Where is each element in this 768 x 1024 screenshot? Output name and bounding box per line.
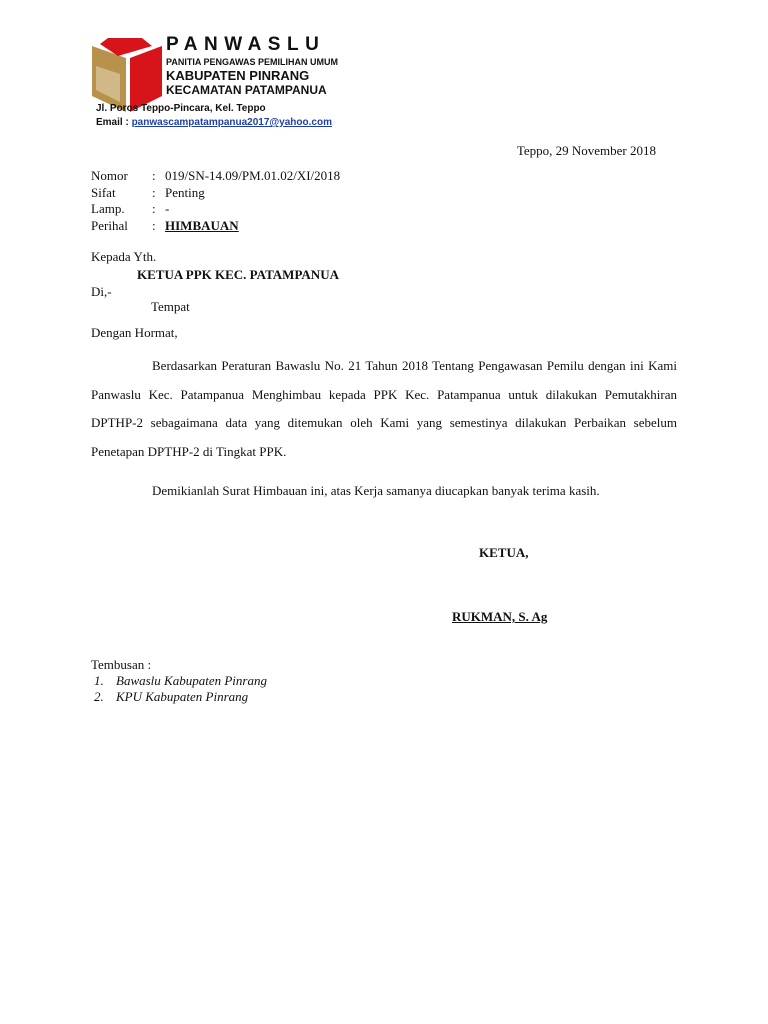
body-paragraph-2 xyxy=(91,477,677,506)
meta-row-perihal xyxy=(91,218,239,234)
meta-row-nomor xyxy=(91,168,340,184)
signature-name: RUKMAN, S. Ag xyxy=(452,609,548,624)
org-address: Jl. Poros Teppo-Pincara, Kel. Teppo xyxy=(96,103,266,114)
meta-row-sifat xyxy=(91,185,205,201)
cc-item xyxy=(94,689,248,705)
recipient-place: Tempat xyxy=(151,299,190,314)
email-label: Email : xyxy=(96,117,129,128)
meta-key: Nomor xyxy=(91,168,128,183)
greeting: Dengan Hormat, xyxy=(91,325,178,340)
letter-date: Teppo, 29 November 2018 xyxy=(516,143,656,158)
org-email-line xyxy=(96,117,332,128)
recipient-at: Di,- xyxy=(91,284,112,299)
meta-row-lamp xyxy=(91,201,169,217)
meta-value-subject: HIMBAUAN xyxy=(165,218,239,233)
cc-text: Bawaslu Kabupaten Pinrang xyxy=(116,673,267,688)
body-paragraph-1 xyxy=(91,352,677,466)
org-subtitle: PANITIA PENGAWAS PEMILIHAN UMUM xyxy=(166,57,339,67)
cc-item xyxy=(94,673,267,689)
meta-value: 019/SN-14.09/PM.01.02/XI/2018 xyxy=(165,168,341,183)
meta-value: Penting xyxy=(165,185,205,200)
cc-text: KPU Kabupaten Pinrang xyxy=(116,689,249,704)
body-text: Demikianlah Surat Himbauan ini, atas Kerja samanya diucapkan banyak terima kasih. xyxy=(152,483,600,498)
org-regency: KABUPATEN PINRANG xyxy=(166,68,310,83)
email-link[interactable]: panwascampatampanua2017@yahoo.com xyxy=(131,117,332,128)
cc-label: Tembusan : xyxy=(91,657,152,672)
body-text: Berdasarkan Peraturan Bawaslu No. 21 Tahun 2018 Tentang Pengawasan Pemilu dengan ini Kami Panwaslu Kec. Patampanua Menghimbau kepada PPK Kec. Patampanua untuk dilakukan Pemutakhiran DPTHP-2 sebagaimana data yang ditemukan oleh Kami yang semestinya dilakukan Perbaikan sebelum Penetapan DPTHP-2 di Tingkat PPK. xyxy=(91,358,677,459)
meta-key: Lamp. xyxy=(91,201,125,216)
meta-sep: : xyxy=(152,185,156,200)
recipient-name: KETUA PPK KEC. PATAMPANUA xyxy=(137,267,339,282)
meta-value: - xyxy=(165,201,170,216)
org-district: KECAMATAN PATAMPANUA xyxy=(166,83,327,97)
meta-sep: : xyxy=(152,168,156,183)
signature-title: KETUA, xyxy=(479,545,529,560)
meta-key: Sifat xyxy=(91,185,116,200)
org-name: PANWASLU xyxy=(166,34,326,55)
meta-key: Perihal xyxy=(91,218,128,233)
recipient-salutation: Kepada Yth. xyxy=(91,249,157,264)
panwaslu-logo-icon xyxy=(90,36,162,112)
cc-num: 1. xyxy=(94,673,104,688)
meta-sep: : xyxy=(152,218,156,233)
meta-sep: : xyxy=(152,201,156,216)
cc-num: 2. xyxy=(94,689,104,704)
